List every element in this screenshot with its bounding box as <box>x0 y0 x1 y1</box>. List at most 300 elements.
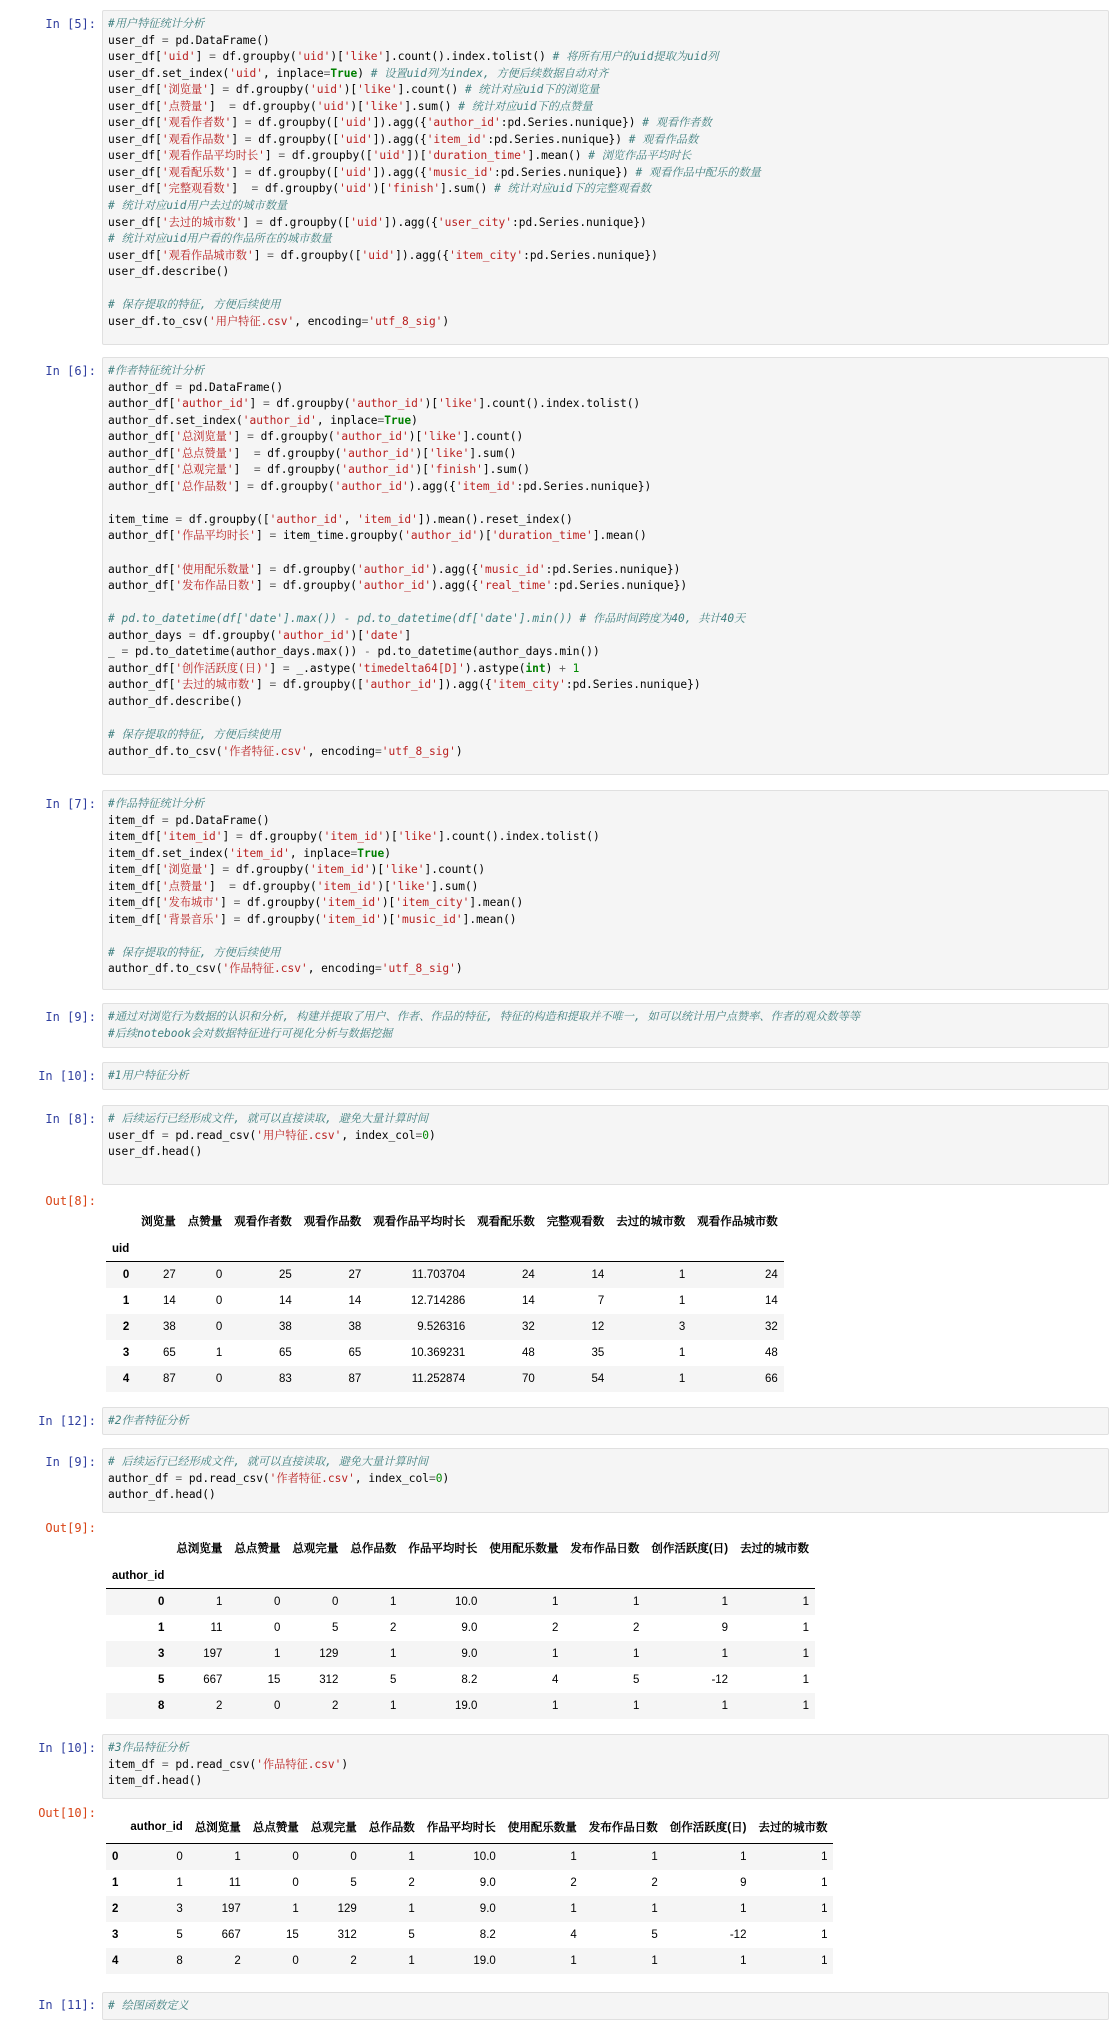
code-token: ]).agg({ <box>372 165 427 179</box>
code-editor[interactable] <box>103 1408 1108 1435</box>
table-cell: 1 <box>802 1648 810 1660</box>
code-token: pd.DataFrame() <box>168 33 270 47</box>
code-line <box>108 1128 1104 1145</box>
table-cell: 0 <box>292 1877 299 1889</box>
input-prompt: In [7]: <box>45 797 96 811</box>
code-comment: # 设置uid列为index, 方便后续数据自动对齐 <box>370 66 609 80</box>
code-string: 'item_id' <box>426 132 488 146</box>
code-line <box>108 895 1104 912</box>
code-token: ) <box>341 1757 349 1771</box>
code-token: ] <box>208 99 230 113</box>
code-string: 'music_id' <box>395 912 463 926</box>
code-token: ].mean() <box>592 529 647 543</box>
code-string: 'like' <box>363 99 405 113</box>
code-line <box>108 231 1104 248</box>
table-cell: 1 <box>651 1955 658 1967</box>
table-cell: 1 <box>408 1903 415 1915</box>
code-comment: # 统计对应uid下的浏览量 <box>464 83 600 97</box>
code-token: item_df[ <box>108 896 162 910</box>
code-token: ] <box>255 678 270 692</box>
code-token: = <box>247 479 254 493</box>
row-index: 2 <box>112 1903 119 1915</box>
code-token: ] <box>255 579 270 593</box>
code-token: = <box>161 813 169 827</box>
code-string: 'uid' <box>339 116 373 130</box>
code-string: 'author_id' <box>276 628 351 642</box>
row-index: 3 <box>122 1347 130 1359</box>
table-cell: 5 <box>176 1929 183 1941</box>
table-cell: 2 <box>651 1877 658 1889</box>
code-comment: # 浏览作品平均时长 <box>588 149 692 163</box>
code-token: = <box>253 463 261 477</box>
table-cell: 12 <box>591 1321 605 1333</box>
table-cell: 83 <box>278 1373 292 1385</box>
code-string: 'author_id' <box>426 116 501 130</box>
table-cell: 54 <box>591 1373 605 1385</box>
code-comment: #作品特征统计分析 <box>108 797 205 810</box>
code-token: df.groupby( <box>253 430 335 444</box>
code-token: author_df.to_csv( <box>108 962 223 976</box>
row-index: 2 <box>122 1321 130 1333</box>
code-string: '发布作品日数' <box>175 579 256 593</box>
code-editor[interactable] <box>103 358 1108 765</box>
code-token: = <box>222 83 230 97</box>
code-token: df.groupby( <box>260 463 342 477</box>
code-token: ].count() <box>462 430 524 444</box>
table-cell: 0 <box>292 1955 299 1967</box>
table-row <box>106 1340 784 1366</box>
column-header: 观看作者数 <box>234 1216 292 1228</box>
code-token: df.groupby( <box>215 50 297 64</box>
table-cell: 1 <box>570 1851 577 1863</box>
code-token: ).astype( <box>464 661 526 675</box>
code-line <box>108 912 1104 929</box>
index-name: uid <box>112 1243 130 1255</box>
table-cell: 15 <box>267 1674 281 1686</box>
table-cell: 65 <box>278 1347 292 1359</box>
code-token: = <box>236 830 243 844</box>
code-comment: #后续notebook会对数据特征进行可视化分析与数据挖掘 <box>108 1026 393 1040</box>
code-line <box>108 396 1104 413</box>
table-cell: 10.0 <box>473 1851 496 1863</box>
table-cell: 1 <box>651 1903 658 1915</box>
code-line <box>108 1144 1104 1161</box>
column-header: 总浏览量 <box>176 1543 223 1555</box>
dataframe-table <box>106 1205 784 1392</box>
code-line <box>108 462 1104 479</box>
code-string: 'music_id' <box>478 562 546 576</box>
code-token: True <box>384 413 412 427</box>
table-row <box>106 1844 833 1871</box>
code-string: 'item_city' <box>449 248 524 262</box>
code-token: pd.to_datetime(author_days.max()) <box>128 645 364 659</box>
code-line <box>108 132 1104 149</box>
code-token: = <box>375 744 382 758</box>
table-cell: 14 <box>348 1295 362 1307</box>
code-string: 'item_id' <box>357 512 418 526</box>
code-token: df.groupby([ <box>251 165 340 179</box>
code-token: ].count().index.tolist() <box>438 830 600 844</box>
table-cell: 87 <box>162 1373 176 1385</box>
code-token: df.groupby([ <box>276 678 364 692</box>
code-token: = <box>375 962 382 976</box>
code-token: ].count().index.tolist() <box>384 50 553 64</box>
table-cell: 1 <box>551 1648 559 1660</box>
table-cell: 25 <box>278 1269 292 1281</box>
table-cell: 0 <box>215 1321 223 1333</box>
table-cell: 87 <box>348 1373 362 1385</box>
code-comment: # 统计对应uid下的完整观看数 <box>494 182 651 196</box>
code-string: '观看作者数' <box>161 116 232 130</box>
code-line <box>108 628 1104 645</box>
table-cell: 7 <box>597 1295 605 1307</box>
code-token: df.groupby( <box>260 446 342 460</box>
code-input[interactable] <box>102 790 1109 990</box>
code-token: ) <box>442 314 450 328</box>
table-row <box>106 1922 833 1948</box>
code-token: author_df[ <box>108 430 176 444</box>
column-header: author_id <box>130 1821 183 1833</box>
table-cell: 48 <box>521 1347 535 1359</box>
table-cell: 1 <box>802 1622 810 1634</box>
code-token: ]).agg({ <box>372 132 427 146</box>
code-token: author_df[ <box>108 463 176 477</box>
code-token: ] <box>404 628 412 642</box>
column-header: 总作品数 <box>368 1822 415 1834</box>
table-cell: 1 <box>632 1648 640 1660</box>
code-token: df.groupby( <box>195 628 277 642</box>
code-token: df.groupby( <box>229 863 310 877</box>
code-line <box>108 66 1104 83</box>
code-token: ].sum() <box>404 99 459 113</box>
code-token: author_df[ <box>108 446 176 460</box>
code-string: '背景音乐' <box>161 912 221 926</box>
code-token: ) <box>455 744 463 758</box>
table-cell: 14 <box>162 1295 176 1307</box>
code-string: '总观完量' <box>175 463 234 477</box>
index-name: author_id <box>112 1570 165 1582</box>
code-line <box>108 413 1104 430</box>
code-string: 'item_id' <box>323 830 385 844</box>
code-line <box>108 578 1104 595</box>
table-cell: 14 <box>278 1295 292 1307</box>
code-token: = <box>233 912 241 926</box>
table-cell: 0 <box>176 1851 183 1863</box>
code-token <box>566 662 573 675</box>
table-cell: 129 <box>337 1903 357 1915</box>
code-string: '作品特征.csv' <box>256 1757 342 1771</box>
code-token: = <box>209 50 216 64</box>
code-token: item_df[ <box>108 863 162 877</box>
code-editor[interactable] <box>103 791 1108 983</box>
code-token: ) <box>455 962 463 976</box>
table-cell: 35 <box>591 1347 605 1359</box>
code-string: 'duration_time' <box>491 529 593 543</box>
code-token: author_days <box>108 628 189 642</box>
row-index: 1 <box>157 1622 165 1634</box>
code-token: ).agg({ <box>431 562 479 576</box>
code-token: user_df <box>108 33 162 47</box>
table-cell: 129 <box>319 1648 339 1660</box>
code-editor[interactable] <box>103 1106 1108 1182</box>
code-string: 'uid' <box>296 50 331 64</box>
table-cell: 0 <box>331 1596 339 1608</box>
code-line <box>108 595 1104 612</box>
code-input[interactable] <box>102 10 1109 345</box>
code-string: '点赞量' <box>161 99 209 113</box>
code-token: author_df[ <box>108 479 176 493</box>
code-line <box>108 545 1104 562</box>
table-cell: 19.0 <box>473 1955 496 1967</box>
table-cell: 1 <box>389 1648 397 1660</box>
output-prompt: Out[10]: <box>38 1806 96 1820</box>
table-cell: 5 <box>632 1674 640 1686</box>
code-token: ) <box>442 1471 450 1485</box>
code-input[interactable] <box>102 1992 1109 2020</box>
code-token: = <box>269 529 277 543</box>
code-line <box>108 727 1104 744</box>
code-editor[interactable] <box>103 1735 1108 1795</box>
table-cell: -12 <box>729 1929 747 1941</box>
code-line <box>108 1487 1104 1504</box>
table-cell: 24 <box>521 1269 535 1281</box>
code-comment: # 观看作者数 <box>642 116 712 130</box>
code-input[interactable] <box>102 1003 1109 1048</box>
code-comment: #作者特征统计分析 <box>108 364 205 377</box>
code-comment: #2作者特征分析 <box>108 1414 189 1427</box>
code-editor[interactable] <box>103 1449 1108 1509</box>
code-token: df.groupby( <box>253 479 335 493</box>
code-token: item_df <box>108 1757 162 1771</box>
code-token: ] <box>269 661 283 675</box>
code-line <box>108 248 1104 265</box>
code-token: = <box>377 413 385 427</box>
code-string: '浏览量' <box>161 83 209 97</box>
table-cell: 2 <box>570 1877 577 1889</box>
column-header: 完整观看数 <box>546 1216 605 1228</box>
code-line <box>108 562 1104 579</box>
code-line <box>108 829 1104 846</box>
code-token: df.groupby([ <box>251 132 340 146</box>
code-token: = <box>175 1471 183 1485</box>
table-cell: 66 <box>764 1373 778 1385</box>
table-row <box>106 1693 815 1719</box>
code-string: 'finish' <box>386 182 441 196</box>
code-token: )[ <box>372 182 387 196</box>
code-editor[interactable] <box>103 11 1108 335</box>
table-cell: 70 <box>521 1373 535 1385</box>
code-string: 'uid' <box>161 50 196 64</box>
code-editor[interactable] <box>103 1004 1108 1047</box>
table-cell: 10.0 <box>455 1596 478 1608</box>
table-cell: 38 <box>348 1321 362 1333</box>
code-string: 'uid' <box>229 66 263 80</box>
table-cell: 1 <box>551 1700 559 1712</box>
code-token: pd.to_datetime(author_days.min()) <box>370 645 600 659</box>
code-string: 'item_id' <box>310 863 371 877</box>
code-token: ] <box>233 430 248 444</box>
code-line <box>108 33 1104 50</box>
table-cell: 1 <box>821 1955 828 1967</box>
code-line <box>108 1413 1104 1430</box>
table-cell: 19.0 <box>455 1700 478 1712</box>
table-cell: 11.252874 <box>411 1373 466 1385</box>
code-comment: # 统计对应uid用户看的作品所在的城市数量 <box>108 232 332 246</box>
table-cell: 2 <box>632 1622 640 1634</box>
code-string: 'uid' <box>339 182 373 196</box>
code-comment: # 将所有用户的uid提取为uid列 <box>552 50 719 64</box>
code-string: 'uid' <box>350 215 384 229</box>
code-editor[interactable] <box>103 1063 1108 1090</box>
table-cell: 1 <box>570 1903 577 1915</box>
code-line <box>108 1454 1104 1471</box>
code-token: )[ <box>478 529 492 543</box>
code-input[interactable] <box>102 1062 1109 1090</box>
table-cell: 1 <box>389 1596 397 1608</box>
code-token: = <box>244 132 252 146</box>
code-token: , <box>343 512 358 526</box>
code-token: _.astype( <box>289 661 358 675</box>
table-cell: 3 <box>678 1321 686 1333</box>
column-header: 总作品数 <box>350 1543 397 1555</box>
code-string: 'item_city' <box>491 678 566 692</box>
code-token: df.groupby([ <box>273 248 362 262</box>
code-string: 'item_id' <box>229 846 290 860</box>
code-line <box>108 215 1104 232</box>
table-cell: 9.526316 <box>417 1321 466 1333</box>
code-comment: # 绘图函数定义 <box>108 1999 189 2012</box>
code-string: 'like' <box>438 397 479 411</box>
code-token: ] <box>231 132 245 146</box>
table-cell: 8.2 <box>461 1674 478 1686</box>
dataframe-output <box>106 1811 833 1974</box>
code-token: user_df.head() <box>108 1145 203 1159</box>
column-header: 创作活跃度(日) <box>651 1543 729 1555</box>
code-token: ]).mean().reset_index() <box>417 512 573 526</box>
code-token: ] <box>233 479 248 493</box>
code-line <box>108 1068 1104 1085</box>
code-token: ].sum() <box>440 182 495 196</box>
code-string: 'author_id' <box>350 397 425 411</box>
code-input[interactable] <box>102 1407 1109 1435</box>
code-comment: # 统计对应uid用户去过的城市数量 <box>108 199 288 213</box>
table-cell: 2 <box>551 1622 559 1634</box>
row-index: 3 <box>157 1648 165 1660</box>
code-input[interactable] <box>102 1448 1109 1513</box>
code-token: , encoding <box>294 314 362 328</box>
table-cell: 2 <box>408 1877 415 1889</box>
table-cell: 9.0 <box>479 1877 496 1889</box>
code-string: 'user_city' <box>437 215 512 229</box>
code-token: :pd.Series.nunique}) <box>516 479 652 493</box>
column-header: 浏览量 <box>141 1216 176 1228</box>
table-row <box>106 1641 815 1667</box>
code-comment: #通过对浏览行为数据的认识和分析, 构建并提取了用户、作者、作品的特征, 特征的构造和提取并不唯一, 如可以统计用户点赞率、作者的观众数等等 <box>108 1010 860 1023</box>
code-string: '用户特征.csv' <box>256 1128 342 1142</box>
code-token: pd.DataFrame() <box>182 380 284 394</box>
code-string: '作者特征.csv' <box>269 1471 355 1485</box>
code-token: )[ <box>415 446 429 460</box>
code-line <box>108 694 1104 711</box>
table-cell: 0 <box>273 1596 281 1608</box>
table-cell: 1 <box>408 1955 415 1967</box>
code-string: 'author_id' <box>175 397 250 411</box>
code-token: df.groupby( <box>229 83 310 97</box>
code-token: df.groupby([ <box>285 149 373 163</box>
code-token: , encoding <box>307 962 376 976</box>
code-input[interactable] <box>102 357 1109 775</box>
code-token: ]).agg({ <box>372 116 427 130</box>
code-string: 'like' <box>390 879 432 893</box>
code-token: ] <box>220 912 234 926</box>
code-token: = <box>229 879 236 893</box>
code-token: ] <box>231 165 245 179</box>
table-cell: 38 <box>278 1321 292 1333</box>
column-header: 创作活跃度(日) <box>669 1822 747 1834</box>
table-cell: 9.0 <box>461 1622 478 1634</box>
code-string: '浏览量' <box>161 863 209 877</box>
table-row <box>106 1948 833 1974</box>
code-string: 'real_time' <box>478 579 553 593</box>
code-input[interactable] <box>102 1734 1109 1799</box>
code-token: ].mean() <box>469 896 524 910</box>
code-token: user_df[ <box>108 50 162 64</box>
code-token: df.groupby( <box>235 99 317 113</box>
code-input[interactable] <box>102 1105 1109 1185</box>
code-line <box>108 115 1104 132</box>
column-header: 作品平均时长 <box>426 1822 496 1834</box>
table-cell: 1 <box>678 1295 686 1307</box>
code-token: author_df <box>108 1471 176 1485</box>
code-token: ].count() <box>397 83 465 97</box>
table-cell: 1 <box>678 1373 686 1385</box>
table-cell: 9 <box>740 1877 747 1889</box>
code-token: ) <box>357 66 371 80</box>
code-string: '发布城市' <box>161 896 221 910</box>
code-token: pd.read_csv( <box>168 1128 257 1142</box>
table-cell: 1 <box>821 1903 828 1915</box>
code-token: = <box>161 1128 169 1142</box>
code-token: df.groupby([ <box>182 512 270 526</box>
input-prompt: In [9]: <box>45 1455 96 1469</box>
code-line <box>108 49 1104 66</box>
table-cell: 27 <box>162 1269 176 1281</box>
code-string: '去过的城市数' <box>161 215 243 229</box>
code-string: 'like' <box>397 830 439 844</box>
code-string: 'like' <box>384 863 425 877</box>
code-token: = <box>350 846 358 860</box>
code-line <box>108 710 1104 727</box>
code-string: 'item_id' <box>455 479 517 493</box>
code-token: ] <box>264 149 279 163</box>
code-token: ].sum() <box>482 463 531 477</box>
code-token: user_df <box>108 1128 162 1142</box>
code-token: df.groupby( <box>258 182 340 196</box>
table-cell: 11 <box>210 1622 223 1634</box>
code-editor[interactable] <box>103 1993 1108 2020</box>
input-prompt: In [6]: <box>45 364 96 378</box>
code-token: = <box>262 397 270 411</box>
table-cell: 14 <box>591 1269 605 1281</box>
code-string: 'date' <box>363 628 405 642</box>
table-cell: 312 <box>337 1929 357 1941</box>
code-token: )[ <box>330 50 344 64</box>
code-line <box>108 281 1104 298</box>
row-index: 3 <box>112 1929 119 1941</box>
code-token: = <box>269 678 277 692</box>
code-token: author_df[ <box>108 678 176 692</box>
table-cell: 1 <box>678 1269 686 1281</box>
